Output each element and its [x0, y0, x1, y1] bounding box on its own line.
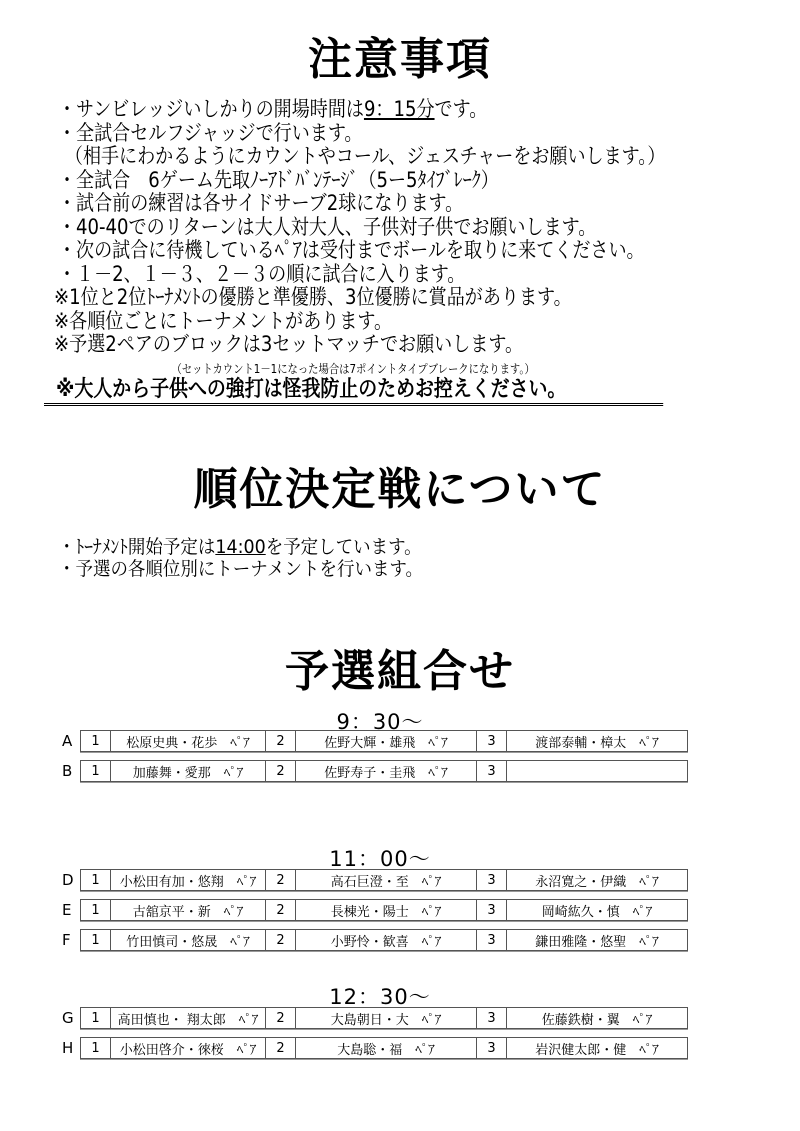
pair-name: 小野怜・歓喜 ﾍﾟｱ: [296, 930, 477, 950]
session-time: 9：30～: [336, 710, 424, 734]
seed-number: 2: [266, 1008, 296, 1028]
pair-name: 松原史典・花歩 ﾍﾟｱ: [111, 731, 266, 751]
seed-number: 1: [81, 1008, 111, 1028]
tournament-start-time: 14:00: [215, 536, 266, 558]
pair-name: 佐野大輝・雄飛 ﾍﾟｱ: [296, 731, 477, 751]
notice-item-open-time: [58, 98, 665, 122]
pair-name: 古舘京平・新 ﾍﾟｱ: [111, 900, 266, 920]
session-time: 11：00～: [329, 847, 431, 871]
pair-name: 加藤舞・愛那 ﾍﾟｱ: [111, 761, 266, 781]
ranking-item: ・予選の各順位別にトーナメントを行います。: [58, 558, 423, 580]
pair-name: 佐野寿子・圭飛 ﾍﾟｱ: [296, 761, 477, 781]
block-label: G: [62, 1009, 74, 1027]
pair-name: 小松田啓介・徠桜 ﾍﾟｱ: [111, 1038, 266, 1058]
pair-name: 鎌田雅隆・悠聖 ﾍﾟｱ: [535, 934, 659, 950]
notice-item: ・試合前の練習は各サイドサーブ2球になります。: [58, 191, 464, 215]
pair-name: 渡部泰輔・樟太 ﾍﾟｱ: [535, 735, 659, 751]
pair-name: 高田慎也・ 翔太郎 ﾍﾟｱ: [111, 1008, 266, 1028]
seed-number: 3: [477, 1008, 507, 1028]
block-row-h: [62, 1037, 688, 1059]
block-table: [80, 869, 688, 891]
block-row-g: [62, 1007, 688, 1029]
block-table: [80, 1007, 688, 1029]
notice-title: 注意事項: [308, 34, 492, 85]
seed-number: 1: [81, 731, 111, 751]
block-label: A: [62, 732, 73, 750]
seed-number: 1: [81, 761, 111, 781]
block-row-f: [62, 929, 688, 951]
block-table: [80, 760, 688, 782]
ranking-text: を予定しています。: [265, 536, 422, 558]
ranking-list: [58, 536, 455, 580]
notice-subnote: （セットカウント1－1になった場合は7ポイントタイプブレークになります。）: [171, 361, 535, 376]
block-table: [80, 1037, 688, 1059]
pair-name: 竹田慎司・悠晟 ﾍﾟｱ: [111, 930, 266, 950]
block-row-a: [62, 730, 688, 752]
notice-item: ※1位と2位ﾄｰﾅﾒﾝﾄの優勝と準優勝、3位優勝に賞品があります。: [54, 285, 572, 309]
notice-item: ・全試合 6ゲーム先取ﾉｰｱﾄﾞﾊﾞﾝﾃｰｼﾞ（5ー5ﾀｲﾌﾞﾚｰｸ）: [58, 167, 499, 192]
seed-number: 2: [266, 900, 296, 920]
notice-item: ※予選2ペアのブロックは3セットマッチでお願いします。: [54, 332, 524, 356]
pair-name: 小松田有加・悠翔 ﾍﾟｱ: [111, 870, 266, 890]
block-label: E: [62, 901, 72, 919]
pair-name: 長棟光・陽士 ﾍﾟｱ: [296, 900, 477, 920]
seed-number: 1: [81, 1038, 111, 1058]
ranking-title: 順位決定戦について: [193, 464, 607, 515]
block-row-b: [62, 760, 688, 782]
seed-number: 2: [266, 870, 296, 890]
seed-number: 3: [477, 761, 507, 781]
pair-name: 佐藤鉄樹・翼 ﾍﾟｱ: [541, 1012, 653, 1028]
seed-number: 2: [266, 761, 296, 781]
seed-number: 3: [477, 900, 507, 920]
ranking-item-start-time: [58, 536, 423, 558]
notice-item: ・次の試合に待機しているﾍﾟｱは受付までボールを取りに来てください。: [58, 238, 645, 262]
block-table: [80, 730, 688, 752]
notice-item: ※各順位ごとにトーナメントがあります。: [54, 308, 393, 333]
pair-name: 岩沢健太郎・健 ﾍﾟｱ: [535, 1042, 659, 1058]
pair-name: 岡崎紘久・慎 ﾍﾟｱ: [541, 904, 653, 920]
notice-item: ・40-40でのリターンは大人対大人、子供対子供でお願いします。: [58, 214, 597, 239]
seed-number: 1: [81, 870, 111, 890]
block-label: F: [62, 931, 71, 949]
pair-name: 大島聡・福 ﾍﾟｱ: [296, 1038, 477, 1058]
pair-name: 永沼寛之・伊織 ﾍﾟｱ: [535, 874, 659, 890]
block-table: [80, 929, 688, 951]
seed-number: 1: [81, 900, 111, 920]
notice-list: [54, 97, 764, 406]
pair-name-empty: [507, 761, 687, 781]
ranking-text: ・ﾄｰﾅﾒﾝﾄ開始予定は: [58, 536, 216, 558]
pair-name: 大島朝日・大 ﾍﾟｱ: [296, 1008, 477, 1028]
seed-number: 2: [266, 1038, 296, 1058]
seed-number: 3: [477, 870, 507, 890]
pair-name: 高石巨澄・至 ﾍﾟｱ: [296, 870, 477, 890]
seed-number: 3: [477, 1038, 507, 1058]
notice-item: ・１－2、１－３、２－３の順に試合に入ります。: [58, 261, 466, 286]
block-label: H: [62, 1039, 74, 1057]
prelims-title: 予選組合せ: [285, 646, 515, 697]
seed-number: 2: [266, 930, 296, 950]
seed-number: 3: [477, 731, 507, 751]
seed-number: 3: [477, 930, 507, 950]
session-time: 12：30～: [329, 985, 431, 1009]
seed-number: 2: [266, 731, 296, 751]
notice-item: （相手にわかるようにカウントやコール、ジェスチャーをお願いします。）: [64, 144, 666, 168]
notice-item: ・全試合セルフジャッジで行います。: [58, 120, 363, 145]
seed-number: 1: [81, 930, 111, 950]
block-table: [80, 899, 688, 921]
notice-text: ・サンビレッジいしかりの開場時間は: [58, 97, 364, 121]
block-row-e: [62, 899, 688, 921]
notice-warning: ※大人から子供への強打は怪我防止のためお控えください。: [44, 377, 663, 406]
block-label: B: [62, 762, 73, 780]
block-row-d: [62, 869, 688, 891]
notice-text: です。: [434, 97, 488, 121]
open-time-value: 9：15分: [363, 97, 435, 121]
block-label: D: [62, 871, 74, 889]
